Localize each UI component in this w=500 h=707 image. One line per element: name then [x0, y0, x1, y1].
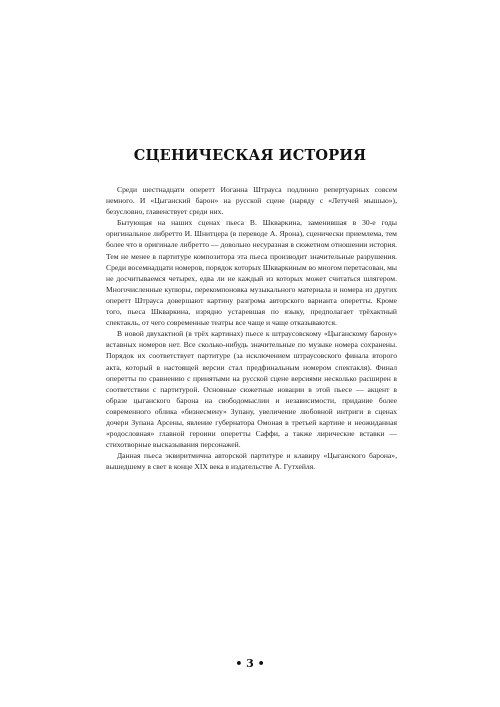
paragraph-3: В новой двухактной (в трёх картинах) пьесе к штраусовскому «Цыганскому барону» вставных номеров нет. Все сколько-нибудь значительные по музыке номера сохранены. Порядок их соответствует партитуре (за исключением штраусовского финала второго акта, который в настоящей версии стал предфинальным номером спектакля). Финал оперетты по сравнению с принятыми на русской сцене версиями несколько расширен в соответствии с партитурой. Основные сюжетные новации в этой пьесе — акцент в образе цыганского барона на свободомыслии и независимости, придание более современного облика «бизнесмену» Зупану, увеличение любовной интриги в сценах дочери Зупана Арсены, явление губернатора Омоная в третьей картине и неожиданная «родословная» главной героини оперетты Саффи, а также лирические вставки — стихотворные высказывания персонажей. [106, 329, 397, 450]
page-number: • 3 • [235, 657, 265, 670]
body-text [106, 184, 397, 472]
paragraph-2: Бытующая на наших сценах пьеса В. Шкваркина, заменившая в 30-е годы оригинальное либретто И. Шнитцера (в переводе А. Ярона), сценически приемлема, тем более что в оригинале либретто — довольно несуразная в сюжетном отношении история. Тем не менее в партитуре композитора эта пьеса производит значительные разрушения. Среди восемнадцати номеров, порядок которых Шкваркиным во многом перетасован, мы не досчитываемся четырех, едва ли не каждый из которых может считаться шлягером. Многочисленные купюры, перекомпоновка музыкального материала и номера из других оперетт Штрауса довершают картину разгрома авторского варианта оперетты. Кроме того, пьеса Шкваркина, изрядно устаревшая по языку, предполагает трёхактный спектакль, от чего современные театры все чаще и чаще отказываются. [106, 218, 397, 328]
paragraph-4: Данная пьеса эквиритмична авторской партитуре и клавиру «Цыганского барона», вышедшему в свет в конце XIX века в издательстве А. Гутхейля. [106, 451, 397, 472]
page-title: СЦЕНИЧЕСКАЯ ИСТОРИЯ [133, 147, 367, 164]
paragraph-1: Среди шестнадцати оперетт Иоганна Штрауса подлинно репертуарных совсем немного. И «Цыганский барон» на русской сцене (наряду с «Летучей мышью»), безусловно, главенствует среди них. [106, 185, 397, 217]
